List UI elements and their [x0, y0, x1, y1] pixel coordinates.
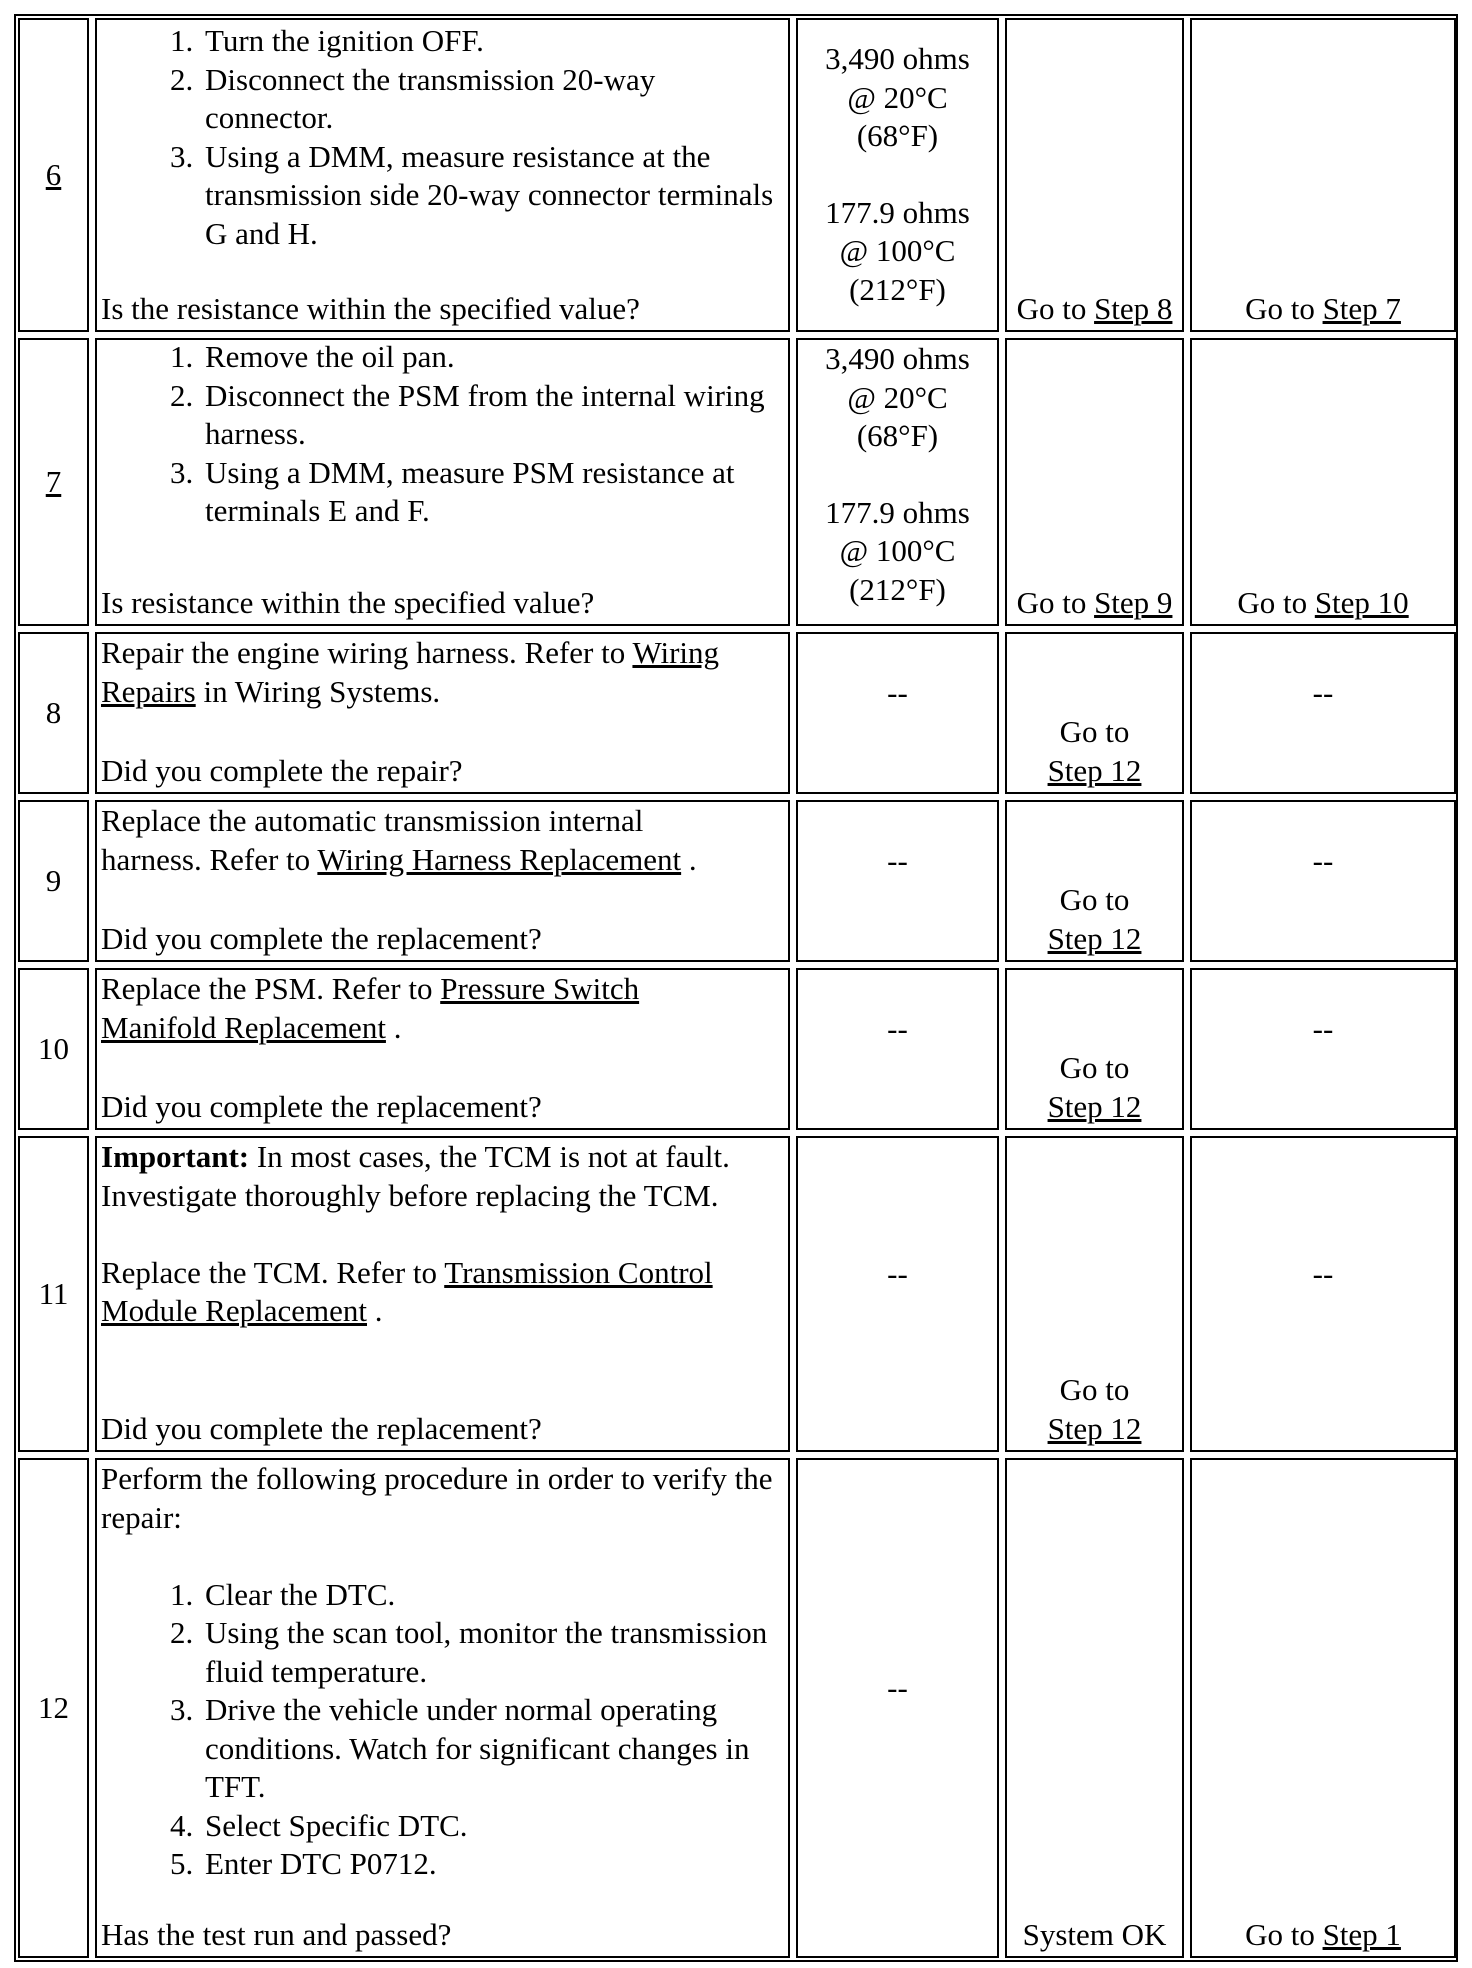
yes-cell	[1005, 338, 1184, 626]
step-number-cell	[18, 632, 89, 794]
action-question: Did you complete the replacement?	[101, 1088, 542, 1124]
action-text-suffix: .	[681, 841, 697, 877]
action-text: Repair the engine wiring harness. Refer to	[101, 635, 633, 670]
yes-step-link[interactable]: Step 12	[1047, 920, 1142, 956]
action-cell	[95, 632, 790, 794]
action-text-suffix: in Wiring Systems.	[195, 673, 441, 709]
step-number-link[interactable]: 7	[45, 463, 62, 499]
step-number: 12	[38, 1689, 69, 1725]
step-number-cell	[18, 968, 89, 1130]
yes-goto: Go to	[1059, 714, 1130, 749]
value-line: (68°F)	[856, 118, 939, 153]
step-number: 9	[45, 862, 62, 898]
yes-goto: Go to	[1059, 882, 1130, 917]
list-item: 2. Using the scan tool, monitor the transmission fluid temperature.	[201, 1614, 784, 1691]
yes-cell	[1005, 1136, 1184, 1452]
value-cell	[796, 632, 999, 794]
no-prefix: Go to	[1245, 1916, 1323, 1952]
action-text-suffix: .	[367, 1293, 383, 1328]
yes-prefix: Go to	[1016, 290, 1095, 326]
no-cell	[1190, 1136, 1456, 1452]
action-cell	[95, 338, 790, 626]
action-cell	[95, 968, 790, 1130]
wiring-repairs-link-part1[interactable]: Wiring	[632, 635, 720, 670]
value-line: @ 20°C	[847, 379, 948, 415]
action-intro: Perform the following procedure in order to verify the repair:	[101, 1461, 773, 1535]
no-dash: --	[1312, 1255, 1334, 1291]
diagnostic-table	[14, 14, 1458, 1962]
action-question: Did you complete the replacement?	[101, 920, 542, 956]
step-number-link[interactable]: 6	[45, 156, 62, 192]
step-number: 11	[38, 1275, 69, 1311]
list-item: 3. Drive the vehicle under normal operating conditions. Watch for significant changes in TFT.	[201, 1691, 784, 1807]
no-step-link[interactable]: Step 10	[1314, 584, 1409, 620]
action-question: Is the resistance within the specified value?	[101, 290, 640, 326]
no-cell	[1190, 338, 1456, 626]
value-dash: --	[887, 674, 908, 710]
no-prefix: Go to	[1237, 584, 1315, 620]
important-text: In most cases, the TCM is not at fault. Investigate thoroughly before replacing the TCM.	[101, 1139, 730, 1213]
no-step-link[interactable]: Step 1	[1322, 1916, 1401, 1952]
value-cell	[796, 338, 999, 626]
yes-step-link[interactable]: Step 12	[1047, 1410, 1142, 1446]
list-item: 4. Select Specific DTC.	[201, 1807, 784, 1846]
value-line: (212°F)	[849, 271, 946, 307]
value-line: @ 100°C	[839, 533, 956, 568]
value-cell	[796, 800, 999, 962]
action-cell	[95, 18, 790, 332]
action-text: harness. Refer to	[101, 841, 318, 877]
list-item: 1. Remove the oil pan.	[201, 338, 784, 377]
action-text: Replace the automatic transmission internal	[101, 803, 644, 838]
no-cell	[1190, 968, 1456, 1130]
action-steps-list	[101, 338, 784, 531]
yes-cell	[1005, 968, 1184, 1130]
yes-result: System OK	[1022, 1916, 1167, 1952]
value-line: (68°F)	[856, 418, 939, 453]
yes-step-link[interactable]: Step 12	[1047, 752, 1142, 788]
yes-step-link[interactable]: Step 9	[1094, 584, 1173, 620]
psm-replacement-link-part2[interactable]: Manifold Replacement	[101, 1009, 386, 1045]
action-steps-list	[101, 22, 784, 253]
yes-cell	[1005, 18, 1184, 332]
action-steps-list	[101, 1576, 784, 1884]
value-line: 177.9 ohms	[825, 494, 970, 530]
yes-goto: Go to	[1059, 1050, 1130, 1085]
value-cell	[796, 1136, 999, 1452]
list-item: 3. Using a DMM, measure PSM resistance at terminals E and F.	[201, 454, 784, 531]
value-line: @ 20°C	[847, 79, 948, 115]
list-item: 5. Enter DTC P0712.	[201, 1845, 784, 1884]
value-dash: --	[887, 842, 908, 878]
value-cell	[796, 18, 999, 332]
step-number-cell	[18, 1458, 89, 1958]
no-dash: --	[1312, 674, 1334, 710]
tcm-replacement-link-part2[interactable]: Module Replacement	[101, 1293, 367, 1328]
list-item: 2. Disconnect the PSM from the internal wiring harness.	[201, 377, 784, 454]
step-number: 10	[38, 1030, 69, 1066]
action-text: Replace the PSM. Refer to	[101, 971, 441, 1006]
value-line: @ 100°C	[839, 233, 956, 268]
action-text-suffix: .	[385, 1009, 402, 1045]
value-dash: --	[887, 1010, 908, 1046]
important-label: Important:	[101, 1139, 250, 1174]
action-text: Replace the TCM. Refer to	[101, 1254, 445, 1290]
yes-step-link[interactable]: Step 12	[1047, 1088, 1142, 1124]
yes-cell	[1005, 800, 1184, 962]
tcm-replacement-link-part1[interactable]: Transmission Control	[444, 1254, 713, 1290]
action-question: Has the test run and passed?	[101, 1916, 452, 1952]
yes-prefix: Go to	[1016, 584, 1095, 620]
no-step-link[interactable]: Step 7	[1322, 290, 1401, 326]
step-number-cell[interactable]	[18, 338, 89, 626]
value-line: 177.9 ohms	[825, 194, 970, 230]
value-cell	[796, 1458, 999, 1958]
list-item: 3. Using a DMM, measure resistance at the transmission side 20-way connector terminals G and H.	[201, 138, 784, 254]
value-line: (212°F)	[849, 571, 946, 607]
no-cell	[1190, 632, 1456, 794]
important-note	[101, 1138, 784, 1215]
wiring-repairs-link-part2[interactable]: Repairs	[101, 673, 196, 709]
action-cell	[95, 1458, 790, 1958]
list-item: 1. Clear the DTC.	[201, 1576, 784, 1615]
action-cell	[95, 800, 790, 962]
yes-cell	[1005, 1458, 1184, 1958]
no-dash: --	[1312, 842, 1334, 878]
step-number-cell	[18, 1136, 89, 1452]
value-line: 3,490 ohms	[825, 41, 970, 76]
list-item: 1. Turn the ignition OFF.	[201, 22, 784, 61]
action-question: Did you complete the repair?	[101, 752, 463, 788]
no-cell	[1190, 1458, 1456, 1958]
action-question: Is resistance within the specified value?	[101, 584, 595, 620]
no-cell	[1190, 18, 1456, 332]
psm-replacement-link-part1[interactable]: Pressure Switch	[440, 971, 640, 1006]
value-cell	[796, 968, 999, 1130]
no-prefix: Go to	[1245, 290, 1323, 326]
no-cell	[1190, 800, 1456, 962]
action-cell	[95, 1136, 790, 1452]
value-dash: --	[887, 1669, 908, 1705]
step-number-cell[interactable]	[18, 18, 89, 332]
step-number: 8	[45, 694, 62, 730]
step-number-cell	[18, 800, 89, 962]
yes-cell	[1005, 632, 1184, 794]
yes-goto: Go to	[1059, 1372, 1130, 1407]
value-dash: --	[887, 1255, 908, 1291]
action-question: Did you complete the replacement?	[101, 1410, 542, 1446]
value-line: 3,490 ohms	[825, 341, 970, 376]
list-item: 2. Disconnect the transmission 20-way connector.	[201, 61, 784, 138]
wiring-harness-replacement-link[interactable]: Wiring Harness Replacement	[317, 841, 682, 877]
no-dash: --	[1312, 1010, 1334, 1046]
yes-step-link[interactable]: Step 8	[1094, 290, 1173, 326]
